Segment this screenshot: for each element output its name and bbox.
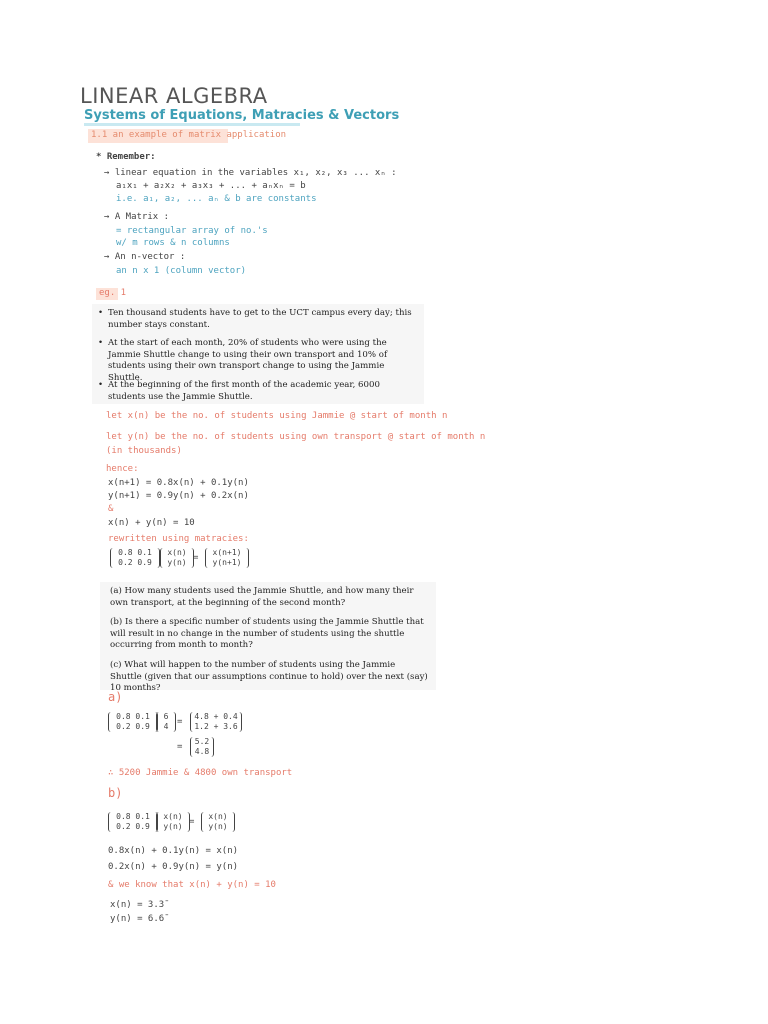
remember-item: = rectangular array of no.'s [116, 226, 268, 236]
bullet-text: At the beginning of the first month of the academic year, 6000 students use the Jammie Shuttle. [108, 380, 380, 402]
questions-block [100, 582, 436, 693]
equation-line: x(n) + y(n) = 10 [108, 518, 195, 528]
example-tag-text: eg. 1 [99, 288, 127, 298]
vector-entry: x(n+1) [212, 548, 242, 557]
vector-entry: y(n) [208, 822, 228, 831]
vector-entry: x(n) [208, 812, 228, 821]
definition-line: let y(n) be the no. of students using own transport @ start of month n [106, 432, 486, 442]
remember-item: an n x 1 (column vector) [116, 266, 247, 276]
example-tag [96, 288, 127, 300]
equals-sign: = [189, 817, 195, 827]
vector-entry: 1.2 + 3.6 [194, 722, 238, 731]
definition-line: let x(n) be the no. of students using Jammie @ start of month n [106, 411, 448, 421]
equation-line: y(n+1) = 0.9y(n) + 0.2x(n) [108, 491, 249, 501]
subtitle-highlight [84, 123, 300, 126]
vector-entry: x(n) [167, 548, 187, 557]
bullet-dot: • [98, 338, 104, 348]
equals-sign: = [177, 742, 183, 752]
question-c: (c) What will happen to the number of students using the Jammie Shuttle (given that our assumptions continue to hold) over the next (say) 10 months? [110, 660, 428, 693]
vector-entry: 4.8 + 0.4 [194, 712, 238, 721]
matrix-row: 0.8 0.1 [116, 712, 150, 721]
variable-vector [160, 548, 194, 568]
equation-line: x(n+1) = 0.8x(n) + 0.1y(n) [108, 478, 249, 488]
question-a: (a) How many students used the Jammie Shuttle, and how many their own transport, at the beginning of the second month? [110, 586, 414, 608]
matrix-row: 0.8 0.1 [116, 812, 150, 821]
problem-statement [92, 304, 424, 404]
ampersand: & [108, 504, 114, 514]
remember-item: w/ m rows & n columns [116, 238, 230, 248]
result-vector [201, 812, 235, 832]
matrix-row: 0.2 0.9 [116, 822, 150, 831]
part-a-label: a) [108, 690, 123, 704]
vector-entry: y(n) [163, 822, 183, 831]
vector-entry: x(n) [163, 812, 183, 821]
vector-entry: 6 [163, 712, 169, 721]
expanded-vector [190, 712, 242, 732]
matrix-row: 0.2 0.9 [116, 722, 150, 731]
result-vector [190, 737, 214, 757]
remember-item: → linear equation in the variables x₁, x₂, x₃ ... xₙ : [104, 168, 397, 178]
bullet-text: Ten thousand students have to get to the UCT campus every day; this number stays constant. [108, 308, 412, 330]
remember-item: i.e. a₁, a₂, ... aₙ & b are constants [116, 194, 317, 204]
answer-line: y(n) = 6.6̄ [110, 914, 165, 924]
equation-line: 0.2x(n) + 0.9y(n) = y(n) [108, 862, 239, 872]
remember-item: → An n-vector : [104, 252, 186, 262]
bullet-dot: • [98, 380, 104, 390]
remember-item: → A Matrix : [104, 212, 170, 222]
section-heading [88, 129, 287, 143]
page-title: LINEAR ALGEBRA [80, 84, 268, 108]
part-b-label: b) [108, 786, 123, 800]
bullet-text: At the start of each month, 20% of students who were using the Jammie Shuttle change to using their own transport and 10% of students using their own transport change to using the Jammie Shuttle. [108, 338, 388, 383]
hence-label: hence: [106, 464, 139, 474]
vector-entry: y(n) [167, 558, 187, 567]
coefficient-matrix [110, 548, 160, 568]
equals-sign: = [177, 717, 183, 727]
vector-entry: 4.8 [194, 747, 210, 756]
variable-vector [156, 812, 190, 832]
equation-line: 0.8x(n) + 0.1y(n) = x(n) [108, 846, 239, 856]
answer-line: x(n) = 3.3̄ [110, 900, 165, 910]
section-heading-text: 1.1 an example of matrix application [91, 130, 287, 140]
vector-entry: y(n+1) [212, 558, 242, 567]
constraint-line: & we know that x(n) + y(n) = 10 [108, 880, 276, 890]
definition-line: (in thousands) [106, 446, 182, 456]
question-b: (b) Is there a specific number of students using the Jammie Shuttle that will result in no change in the number of students using the shuttle occurring from month to month? [110, 617, 424, 650]
matrix-row: 0.2 0.9 [118, 558, 152, 567]
vector-entry: 4 [163, 722, 169, 731]
equals-sign: = [193, 553, 199, 563]
part-a-conclusion: ∴ 5200 Jammie & 4800 own transport [108, 768, 293, 778]
result-vector [205, 548, 249, 568]
remember-item: a₁x₁ + a₂x₂ + a₃x₃ + ... + aₙxₙ = b [116, 181, 306, 191]
bullet-dot: • [98, 308, 104, 318]
coefficient-matrix [108, 712, 158, 732]
page-subtitle: Systems of Equations, Matracies & Vectors [84, 108, 400, 123]
matrix-row: 0.8 0.1 [118, 548, 152, 557]
remember-heading: * Remember: [96, 152, 156, 162]
rewritten-label: rewritten using matracies: [108, 534, 249, 544]
state-vector [156, 712, 176, 732]
vector-entry: 5.2 [194, 737, 210, 746]
coefficient-matrix [108, 812, 158, 832]
